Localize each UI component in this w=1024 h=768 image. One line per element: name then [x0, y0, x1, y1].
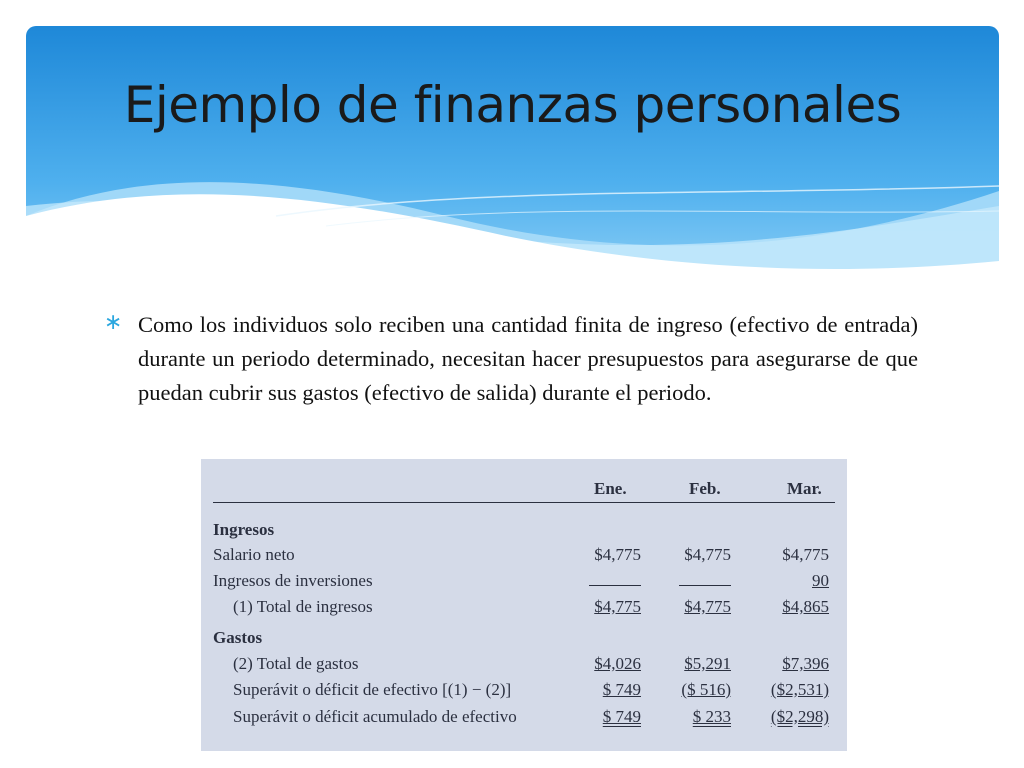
row-label: (1) Total de ingresos [233, 597, 373, 616]
ingresos-heading: Ingresos [213, 520, 275, 539]
blank-underline [589, 571, 641, 586]
cell-mar: ($2,298) [770, 707, 829, 726]
table-row-total-gastos [201, 654, 847, 680]
column-header-mar: Mar. [787, 479, 822, 498]
cell-mar: 90 [812, 571, 829, 590]
cell-mar: $4,865 [782, 597, 829, 616]
gastos-heading: Gastos [213, 628, 263, 647]
cell-feb: $5,291 [684, 654, 731, 673]
cell-ene: $ 749 [602, 680, 641, 699]
cell-feb: $4,775 [684, 545, 731, 564]
header-rule [213, 502, 835, 503]
cell-feb: $ 233 [692, 707, 731, 726]
slide-title: Ejemplo de finanzas personales [123, 76, 902, 134]
row-label: Ingresos de inversiones [213, 571, 373, 590]
table-row-acumulado [201, 707, 847, 733]
section-heading-ingresos [201, 520, 847, 546]
row-label: Superávit o déficit de efectivo [(1) − (2)] [233, 680, 512, 699]
cell-feb: $4,775 [684, 597, 731, 616]
cell-feb [671, 571, 731, 591]
bullet-text: Como los individuos solo reciben una cantidad finita de ingreso (efectivo de entrada) durante un periodo determinado, necesitan hacer presupuestos para asegurarse de que puedan cubrir sus gastos (efectivo de salida) durante el periodo. [138, 312, 918, 405]
row-label: (2) Total de gastos [233, 654, 359, 673]
wave-background [26, 26, 999, 288]
table-row-salario [201, 545, 847, 571]
row-label: Salario neto [213, 545, 295, 564]
row-label: Superávit o déficit acumulado de efectivo [233, 707, 517, 726]
blank-underline [679, 571, 731, 586]
section-heading-gastos [201, 628, 847, 654]
table-row-superavit [201, 680, 847, 706]
table-row-inversiones [201, 571, 847, 597]
asterisk-icon: ∗ [104, 310, 123, 335]
cell-ene: $4,026 [594, 654, 641, 673]
cell-ene: $4,775 [594, 545, 641, 564]
cell-ene: $ 749 [602, 707, 641, 726]
bullet-item [104, 308, 918, 410]
cell-feb: ($ 516) [681, 680, 731, 699]
cell-mar: ($2,531) [770, 680, 829, 699]
cell-mar: $4,775 [782, 545, 829, 564]
cell-ene [581, 571, 641, 591]
cell-mar: $7,396 [782, 654, 829, 673]
table-row-total-ingresos [201, 597, 847, 623]
column-header-feb: Feb. [689, 479, 721, 498]
slide-header [26, 26, 999, 288]
cell-ene: $4,775 [594, 597, 641, 616]
column-header-ene: Ene. [594, 479, 627, 498]
budget-table [201, 459, 847, 751]
